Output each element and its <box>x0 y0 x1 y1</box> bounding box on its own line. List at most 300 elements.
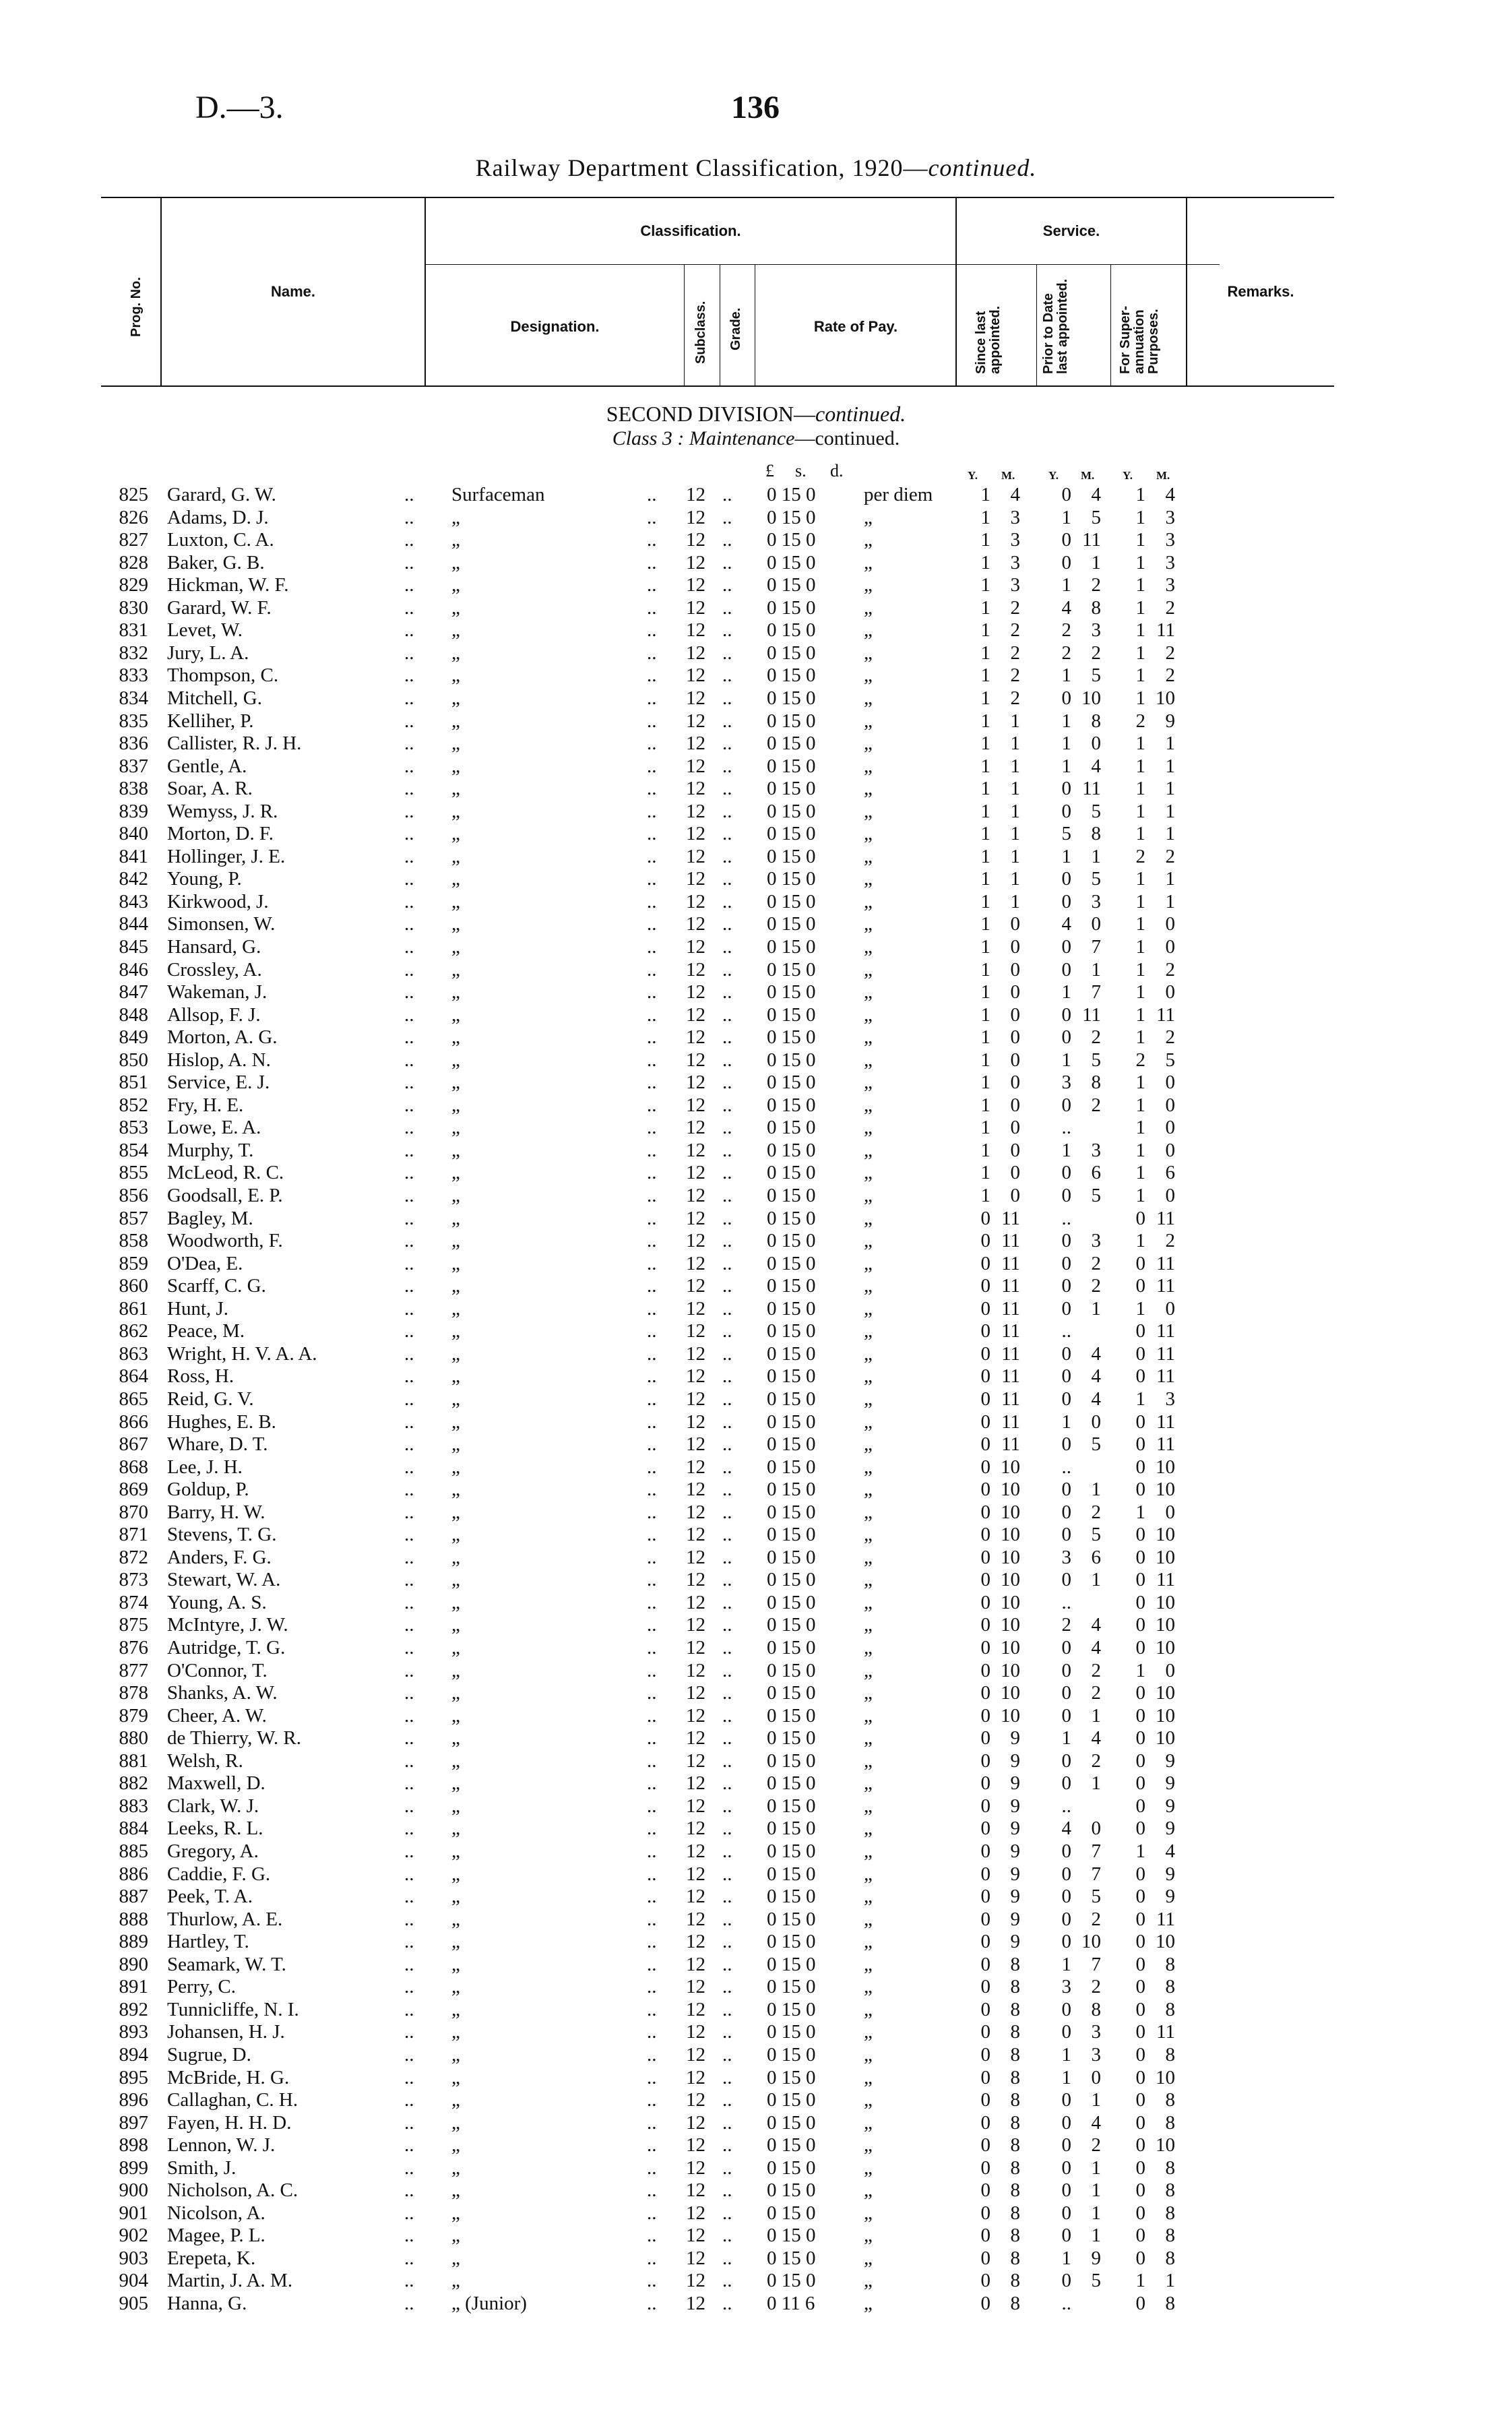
cell-since-years: 0 <box>980 1298 990 1320</box>
cell-name: Kirkwood, J. <box>167 891 269 912</box>
leader-dots: .. <box>404 1456 414 1478</box>
cell-name: Leeks, R. L. <box>167 1818 263 1839</box>
cell-grade: 12 <box>686 1954 705 1975</box>
cell-prior-months: 1 <box>1091 552 1101 573</box>
leader-dots: .. <box>404 1479 414 1500</box>
cell-prior-years: 0 <box>1061 687 1071 709</box>
cell-rate-of-pay: 0 15 0 <box>767 959 816 981</box>
cell-pay-period: „ <box>864 868 873 890</box>
cell-pay-period: „ <box>864 2134 873 2156</box>
cell-super-years: 1 <box>1135 484 1145 505</box>
cell-rate-of-pay: 0 15 0 <box>767 1931 816 1952</box>
cell-prior-years: 4 <box>1061 913 1071 935</box>
table-row <box>0 1592 1512 1614</box>
cell-since-years: 0 <box>980 2112 990 2134</box>
leader-dots: .. <box>647 755 657 777</box>
leader-dots: .. <box>404 846 414 867</box>
cell-super-months: 11 <box>1156 1365 1175 1387</box>
unit-pounds: £ <box>765 461 774 480</box>
cell-prior-years: .. <box>1061 1592 1071 1613</box>
cell-designation: „ <box>451 1388 460 1410</box>
leader-dots: .. <box>647 1705 657 1727</box>
cell-grade: 12 <box>686 1479 705 1500</box>
cell-rate-of-pay: 0 15 0 <box>767 710 816 732</box>
cell-designation: „ <box>451 1592 460 1613</box>
cell-rate-of-pay: 0 15 0 <box>767 1705 816 1727</box>
cell-prog-no: 827 <box>119 529 148 551</box>
leader-dots: .. <box>722 1501 732 1523</box>
header-service: Service. <box>1042 222 1100 239</box>
cell-prior-years: 4 <box>1061 1818 1071 1839</box>
cell-super-years: 1 <box>1135 552 1145 573</box>
cell-prior-months: 4 <box>1091 1637 1101 1658</box>
cell-since-years: 0 <box>980 1660 990 1681</box>
cell-super-months: 10 <box>1156 1705 1175 1727</box>
cell-name: Hollinger, J. E. <box>167 846 286 867</box>
cell-prior-months: 4 <box>1091 1388 1101 1410</box>
leader-dots: .. <box>404 1660 414 1681</box>
cell-since-years: 1 <box>980 597 990 619</box>
leader-dots: .. <box>647 2270 657 2291</box>
cell-name: Peace, M. <box>167 1320 245 1342</box>
cell-prog-no: 838 <box>119 778 148 799</box>
leader-dots: .. <box>722 1298 732 1320</box>
cell-designation: „ <box>451 846 460 867</box>
cell-prior-years: 0 <box>1061 2021 1071 2043</box>
cell-grade: 12 <box>686 1637 705 1658</box>
cell-designation: „ <box>451 1230 460 1251</box>
cell-prior-years: 0 <box>1061 1660 1071 1681</box>
cell-name: McBride, H. G. <box>167 2067 290 2088</box>
cell-name: Maxwell, D. <box>167 1772 265 1794</box>
cell-designation: „ <box>451 891 460 912</box>
cell-rate-of-pay: 0 15 0 <box>767 846 816 867</box>
cell-prog-no: 862 <box>119 1320 148 1342</box>
leader-dots: .. <box>404 778 414 799</box>
cell-rate-of-pay: 0 15 0 <box>767 1682 816 1704</box>
cell-super-months: 4 <box>1165 1840 1175 1862</box>
cell-since-years: 0 <box>980 2134 990 2156</box>
cell-prior-months: 4 <box>1091 484 1101 505</box>
cell-rate-of-pay: 0 15 0 <box>767 868 816 890</box>
leader-dots: .. <box>722 1162 732 1183</box>
cell-since-years: 0 <box>980 2067 990 2088</box>
cell-rate-of-pay: 0 15 0 <box>767 755 816 777</box>
cell-prior-years: 0 <box>1061 1343 1071 1365</box>
cell-since-years: 1 <box>980 687 990 709</box>
cell-designation: „ <box>451 755 460 777</box>
header-mid-rule <box>424 264 1220 265</box>
cell-designation: „ <box>451 2270 460 2291</box>
cell-since-years: 0 <box>980 1705 990 1727</box>
leader-dots: .. <box>647 846 657 867</box>
cell-super-months: 1 <box>1165 755 1175 777</box>
cell-super-years: 0 <box>1135 1592 1145 1613</box>
cell-since-months: 8 <box>1010 2067 1020 2088</box>
cell-rate-of-pay: 0 15 0 <box>767 2134 816 2156</box>
cell-name: McIntyre, J. W. <box>167 1614 288 1636</box>
cell-super-years: 0 <box>1135 1275 1145 1297</box>
cell-prior-months: 4 <box>1091 1727 1101 1749</box>
cell-rate-of-pay: 0 15 0 <box>767 2225 816 2246</box>
table-row <box>0 2179 1512 2202</box>
cell-pay-period: „ <box>864 778 873 799</box>
cell-super-months: 8 <box>1165 2293 1175 2314</box>
leader-dots: .. <box>404 801 414 822</box>
cell-prior-years: 1 <box>1061 733 1071 754</box>
cell-since-months: 11 <box>1001 1320 1020 1342</box>
cell-since-months: 8 <box>1010 2157 1020 2179</box>
leader-dots: .. <box>647 664 657 686</box>
header-prog-no: Prog. No. <box>129 277 144 337</box>
leader-dots: .. <box>722 552 732 573</box>
cell-since-months: 10 <box>1001 1660 1020 1681</box>
cell-since-months: 2 <box>1010 619 1020 641</box>
cell-prior-months: 4 <box>1091 1343 1101 1365</box>
leader-dots: .. <box>647 1682 657 1704</box>
cell-since-months: 8 <box>1010 2134 1020 2156</box>
cell-prog-no: 839 <box>119 801 148 822</box>
cell-prog-no: 851 <box>119 1072 148 1093</box>
leader-dots: .. <box>404 2225 414 2246</box>
cell-super-months: 11 <box>1156 1909 1175 1930</box>
cell-since-years: 0 <box>980 1208 990 1229</box>
cell-grade: 12 <box>686 687 705 709</box>
cell-designation: „ <box>451 1501 460 1523</box>
leader-dots: .. <box>722 1140 732 1161</box>
leader-dots: .. <box>647 2293 657 2314</box>
leader-dots: .. <box>722 1750 732 1772</box>
leader-dots: .. <box>647 1614 657 1636</box>
cell-since-years: 1 <box>980 868 990 890</box>
cell-super-months: 9 <box>1165 1750 1175 1772</box>
leader-dots: .. <box>404 1094 414 1116</box>
cell-designation: „ <box>451 1433 460 1455</box>
cell-name: Garard, G. W. <box>167 484 276 505</box>
leader-dots: .. <box>722 574 732 596</box>
cell-prior-years: 5 <box>1061 823 1071 844</box>
cell-prior-years: 0 <box>1061 1275 1071 1297</box>
cell-super-months: 11 <box>1156 1411 1175 1433</box>
cell-since-years: 1 <box>980 1117 990 1138</box>
cell-since-months: 11 <box>1001 1388 1020 1410</box>
leader-dots: .. <box>722 778 732 799</box>
cell-prior-years: 1 <box>1061 574 1071 596</box>
cell-name: Anders, F. G. <box>167 1547 272 1568</box>
cell-rate-of-pay: 0 15 0 <box>767 1140 816 1161</box>
cell-pay-period: „ <box>864 1433 873 1455</box>
cell-since-years: 0 <box>980 1569 990 1590</box>
cell-designation: „ <box>451 913 460 935</box>
cell-prior-months: 0 <box>1091 1411 1101 1433</box>
cell-grade: 12 <box>686 913 705 935</box>
cell-super-years: 0 <box>1135 1999 1145 2020</box>
cell-prog-no: 887 <box>119 1886 148 1907</box>
cell-prior-months: 7 <box>1091 1863 1101 1885</box>
table-row <box>0 552 1512 574</box>
cell-super-years: 1 <box>1135 664 1145 686</box>
cell-since-years: 0 <box>980 2179 990 2201</box>
cell-name: Wright, H. V. A. A. <box>167 1343 317 1365</box>
leader-dots: .. <box>404 1818 414 1839</box>
cell-grade: 12 <box>686 2044 705 2066</box>
cell-since-months: 1 <box>1010 891 1020 912</box>
cell-since-years: 0 <box>980 1365 990 1387</box>
cell-name: Perry, C. <box>167 1976 237 1997</box>
cell-name: Simonsen, W. <box>167 913 276 935</box>
header-grade: Grade. <box>728 307 743 350</box>
cell-designation: „ <box>451 1954 460 1975</box>
cell-prior-months: 3 <box>1091 619 1101 641</box>
cell-super-months: 11 <box>1156 1569 1175 1590</box>
cell-since-years: 0 <box>980 1772 990 1794</box>
cell-since-months: 8 <box>1010 2293 1020 2314</box>
leader-dots: .. <box>722 1094 732 1116</box>
leader-dots: .. <box>647 1456 657 1478</box>
leader-dots: .. <box>404 1999 414 2020</box>
cell-rate-of-pay: 0 15 0 <box>767 2202 816 2224</box>
leader-dots: .. <box>404 1049 414 1071</box>
cell-super-months: 10 <box>1156 1637 1175 1658</box>
cell-since-years: 0 <box>980 1547 990 1568</box>
table-row <box>0 597 1512 619</box>
leader-dots: .. <box>722 2044 732 2066</box>
leader-dots: .. <box>647 1727 657 1749</box>
cell-prior-years: 0 <box>1061 1253 1071 1274</box>
leader-dots: .. <box>722 1976 732 1997</box>
cell-prior-years: 0 <box>1061 2134 1071 2156</box>
cell-prog-no: 899 <box>119 2157 148 2179</box>
leader-dots: .. <box>722 2134 732 2156</box>
cell-prior-years: 0 <box>1061 2157 1071 2179</box>
cell-name: Fry, H. E. <box>167 1094 244 1116</box>
cell-prog-no: 845 <box>119 936 148 958</box>
cell-prior-years: 0 <box>1061 1772 1071 1794</box>
cell-since-months: 1 <box>1010 755 1020 777</box>
cell-super-years: 0 <box>1135 2157 1145 2179</box>
cell-name: Seamark, W. T. <box>167 1954 286 1975</box>
cell-pay-period: „ <box>864 1863 873 1885</box>
leader-dots: .. <box>404 2021 414 2043</box>
cell-super-months: 10 <box>1156 1456 1175 1478</box>
cell-super-months: 1 <box>1165 778 1175 799</box>
cell-super-years: 1 <box>1135 2270 1145 2291</box>
leader-dots: .. <box>404 2247 414 2269</box>
leader-dots: .. <box>404 981 414 1003</box>
cell-since-years: 0 <box>980 1388 990 1410</box>
leader-dots: .. <box>404 1117 414 1138</box>
cell-prior-years: 1 <box>1061 2044 1071 2066</box>
cell-prior-years: 0 <box>1061 936 1071 958</box>
leader-dots: .. <box>647 1954 657 1975</box>
cell-prior-years: .. <box>1061 1208 1071 1229</box>
cell-prior-months: 1 <box>1091 2157 1101 2179</box>
cell-name: Whare, D. T. <box>167 1433 268 1455</box>
cell-name: Smith, J. <box>167 2157 237 2179</box>
leader-dots: .. <box>404 1343 414 1365</box>
cell-super-years: 0 <box>1135 1343 1145 1365</box>
cell-prog-no: 834 <box>119 687 148 709</box>
cell-prior-years: 0 <box>1061 1637 1071 1658</box>
cell-name: Stevens, T. G. <box>167 1524 277 1545</box>
cell-grade: 12 <box>686 1253 705 1274</box>
cell-since-years: 0 <box>980 1343 990 1365</box>
cell-pay-period: „ <box>864 1547 873 1568</box>
cell-grade: 12 <box>686 1772 705 1794</box>
cell-prior-months: 1 <box>1091 2225 1101 2246</box>
cell-super-years: 0 <box>1135 1909 1145 1930</box>
cell-prior-months: 1 <box>1091 846 1101 867</box>
cell-prog-no: 842 <box>119 868 148 890</box>
cell-super-months: 9 <box>1165 710 1175 732</box>
cell-super-years: 1 <box>1135 913 1145 935</box>
cell-since-years: 1 <box>980 484 990 505</box>
leader-dots: .. <box>404 1501 414 1523</box>
cell-prog-no: 900 <box>119 2179 148 2201</box>
unit-shillings: s. <box>795 461 807 480</box>
cell-pay-period: „ <box>864 2067 873 2088</box>
cell-prior-months: 3 <box>1091 1230 1101 1251</box>
cell-prior-months: 8 <box>1091 710 1101 732</box>
cell-prior-years: .. <box>1061 1117 1071 1138</box>
cell-rate-of-pay: 0 15 0 <box>767 823 816 844</box>
cell-super-years: 0 <box>1135 1320 1145 1342</box>
cell-prior-years: 3 <box>1061 1547 1071 1568</box>
leader-dots: .. <box>722 1208 732 1229</box>
cell-since-years: 0 <box>980 2270 990 2291</box>
cell-prog-no: 872 <box>119 1547 148 1568</box>
table-row <box>0 1524 1512 1546</box>
cell-super-years: 1 <box>1135 959 1145 981</box>
table-row <box>0 1772 1512 1795</box>
cell-prior-months: 3 <box>1091 2021 1101 2043</box>
cell-super-years: 1 <box>1135 1026 1145 1048</box>
cell-since-months: 8 <box>1010 2112 1020 2134</box>
cell-pay-period: „ <box>864 801 873 822</box>
cell-prior-months: 7 <box>1091 1840 1101 1862</box>
cell-super-years: 0 <box>1135 2247 1145 2269</box>
cell-designation: „ <box>451 1298 460 1320</box>
cell-designation: „ <box>451 2225 460 2246</box>
cell-super-years: 1 <box>1135 778 1145 799</box>
cell-since-years: 1 <box>980 1072 990 1093</box>
cell-designation: „ <box>451 642 460 664</box>
cell-prior-years: 0 <box>1061 1750 1071 1772</box>
cell-super-years: 0 <box>1135 1253 1145 1274</box>
cell-prior-months: 1 <box>1091 1772 1101 1794</box>
cell-super-years: 0 <box>1135 1954 1145 1975</box>
table-row <box>0 1140 1512 1162</box>
cell-name: Service, E. J. <box>167 1072 270 1093</box>
cell-pay-period: „ <box>864 959 873 981</box>
cell-grade: 12 <box>686 823 705 844</box>
leader-dots: .. <box>647 1999 657 2020</box>
leader-dots: .. <box>647 2247 657 2269</box>
cell-pay-period: „ <box>864 1479 873 1500</box>
cell-super-months: 3 <box>1165 574 1175 596</box>
cell-grade: 12 <box>686 1614 705 1636</box>
leader-dots: .. <box>647 801 657 822</box>
table-row <box>0 1456 1512 1479</box>
cell-pay-period: „ <box>864 1320 873 1342</box>
cell-super-months: 0 <box>1165 936 1175 958</box>
cell-since-years: 1 <box>980 891 990 912</box>
cell-prog-no: 831 <box>119 619 148 641</box>
cell-prior-months: 3 <box>1091 1140 1101 1161</box>
cell-name: Hunt, J. <box>167 1298 229 1320</box>
cell-super-years: 0 <box>1135 1479 1145 1500</box>
cell-designation: Surfaceman <box>451 484 545 505</box>
leader-dots: .. <box>722 801 732 822</box>
cell-grade: 12 <box>686 959 705 981</box>
cell-prior-months: 5 <box>1091 1185 1101 1206</box>
table-row <box>0 2067 1512 2089</box>
leader-dots: .. <box>647 1976 657 1997</box>
cell-prior-months: 1 <box>1091 1569 1101 1590</box>
cell-prior-months: 10 <box>1081 1931 1101 1952</box>
cell-grade: 12 <box>686 710 705 732</box>
cell-prior-years: 0 <box>1061 1094 1071 1116</box>
cell-name: Callaghan, C. H. <box>167 2089 298 2111</box>
leader-dots: .. <box>404 2044 414 2066</box>
cell-designation: „ <box>451 2021 460 2043</box>
cell-pay-period: „ <box>864 642 873 664</box>
cell-name: Morton, D. F. <box>167 823 274 844</box>
leader-dots: .. <box>722 891 732 912</box>
cell-prior-years: 0 <box>1061 1298 1071 1320</box>
cell-prior-months: 4 <box>1091 1365 1101 1387</box>
cell-rate-of-pay: 0 15 0 <box>767 2270 816 2291</box>
cell-since-months: 2 <box>1010 687 1020 709</box>
leader-dots: .. <box>722 846 732 867</box>
cell-rate-of-pay: 0 15 0 <box>767 2157 816 2179</box>
cell-designation: „ <box>451 1072 460 1093</box>
cell-name: Murphy, T. <box>167 1140 254 1161</box>
table-row <box>0 778 1512 800</box>
cell-pay-period: „ <box>864 574 873 596</box>
cell-prog-no: 855 <box>119 1162 148 1183</box>
cell-prog-no: 873 <box>119 1569 148 1590</box>
cell-designation: „ <box>451 801 460 822</box>
cell-grade: 12 <box>686 1411 705 1433</box>
leader-dots: .. <box>404 2270 414 2291</box>
cell-pay-period: „ <box>864 981 873 1003</box>
leader-dots: .. <box>404 1750 414 1772</box>
table-row <box>0 642 1512 664</box>
leader-dots: .. <box>404 1931 414 1952</box>
cell-designation: „ <box>451 1049 460 1071</box>
cell-pay-period: „ <box>864 1840 873 1862</box>
cell-prior-months: 1 <box>1091 1705 1101 1727</box>
table-row <box>0 2225 1512 2247</box>
header-since-last: Since last appointed. <box>974 305 1003 374</box>
cell-super-months: 0 <box>1165 1660 1175 1681</box>
table-row <box>0 1117 1512 1139</box>
leader-dots: .. <box>722 1592 732 1613</box>
table-row <box>0 1909 1512 1931</box>
cell-prog-no: 840 <box>119 823 148 844</box>
cell-prog-no: 849 <box>119 1026 148 1048</box>
cell-prior-months: 2 <box>1091 2134 1101 2156</box>
cell-super-years: 0 <box>1135 1772 1145 1794</box>
cell-since-months: 8 <box>1010 1999 1020 2020</box>
leader-dots: .. <box>404 2293 414 2314</box>
cell-since-years: 1 <box>980 913 990 935</box>
cell-super-years: 0 <box>1135 1886 1145 1907</box>
cell-prior-years: 4 <box>1061 597 1071 619</box>
leader-dots: .. <box>722 1840 732 1862</box>
cell-since-months: 0 <box>1010 1185 1020 1206</box>
